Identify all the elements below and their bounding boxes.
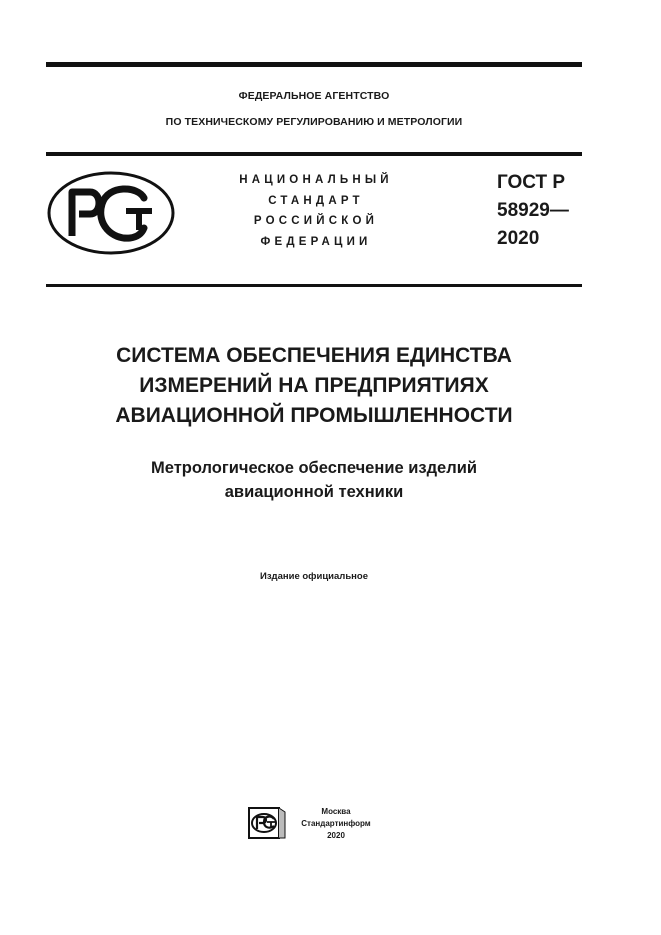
gost-number-line: ГОСТ Р [497,172,566,193]
national-standard-caption [205,170,427,252]
title-line: АВИАЦИОННОЙ ПРОМЫШЛЕННОСТИ [115,404,513,427]
agency-name-line-1: ФЕДЕРАЛЬНОЕ АГЕНТСТВО [238,90,390,102]
top-rule [46,62,582,67]
subtitle-line: Метрологическое обеспечение изделий [150,459,477,477]
middle-rule [46,152,582,156]
title-line: СИСТЕМА ОБЕСПЕЧЕНИЯ ЕДИНСТВА [116,344,512,367]
lower-rule [46,284,582,287]
document-subtitle [46,456,582,504]
publisher-name: Стандартинформ [301,819,371,828]
standartinform-logo-icon [248,807,286,839]
publisher-imprint [296,806,376,842]
publisher-year: 2020 [327,831,345,840]
edition-note: Издание официальное [260,571,368,582]
subtitle-line: авиационной техники [224,483,404,501]
title-line: ИЗМЕРЕНИЙ НА ПРЕДПРИЯТИЯХ [139,374,489,397]
gost-number-line: 58929— [497,200,569,221]
standard-word: СТАНДАРТ [268,194,364,207]
rst-conformity-mark-icon [46,170,176,256]
publisher-city: Москва [321,807,351,816]
gost-designation [497,169,569,253]
standard-word: РОССИЙСКОЙ [253,215,379,228]
agency-name-line-2: ПО ТЕХНИЧЕСКОМУ РЕГУЛИРОВАНИЮ И МЕТРОЛОГИИ [165,116,463,128]
standard-word: ФЕДЕРАЦИИ [260,235,372,248]
standard-word: НАЦИОНАЛЬНЫЙ [239,174,393,186]
gost-number-line: 2020 [497,228,540,249]
document-title [46,341,582,431]
